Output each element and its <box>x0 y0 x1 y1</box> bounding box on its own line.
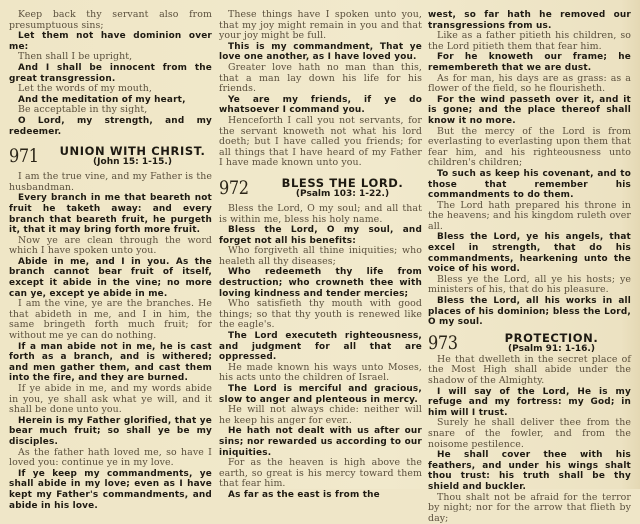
verse: As the father hath loved me, so have I loved you: continue ye in my love. <box>9 446 212 469</box>
verse: Let them not have dominion over me: <box>9 31 212 52</box>
verse: If a man abide not in me, he is cast forth as a branch, and is withered; and men gather them, and cast them into the fire, and they are burned. <box>9 341 212 384</box>
verse: I am the vine, ye are the branches. He that abideth in me, and I in him, the same bringeth forth much fruit; for without me ye can do nothing. <box>9 298 212 342</box>
verse: Thou shalt not be afraid for the terror by night; nor for the arrow that flieth by day; <box>428 491 631 524</box>
verse: If ye abide in me, and my words abide in you, ye shall ask what ye will, and it shall be done unto you. <box>9 383 212 416</box>
verse: But the mercy of the Lord is from everlasting to everlasting upon them that fear him, and his righteousness unto children's children; <box>428 125 631 169</box>
verse: He shall cover thee with his feathers, and under his wings shalt thou trust: his truth shall be thy shield and buckler. <box>428 450 631 492</box>
verse: Every branch in me that beareth not fruit he taketh away: and every branch that beareth fruit, he purgeth it, that it may bring forth more fruit. <box>9 193 212 236</box>
column-3-continued-verses <box>428 10 631 328</box>
verse: Herein is my Father glorified, that ye bear much fruit; so shall ye be my disciples. <box>9 415 212 447</box>
column-3 <box>428 10 631 524</box>
reading-number: 971 <box>9 145 39 168</box>
verse: I am the true vine, and my Father is the husbandman. <box>9 171 212 193</box>
verse: To such as keep his covenant, and to those that remember his commandments to do them. <box>428 168 631 201</box>
verse: west, so far hath he removed our transgressions from us. <box>428 10 631 31</box>
verse: Ye are my friends, if ye do whatsoever I command you. <box>219 94 422 116</box>
verse: He made known his ways unto Moses, his acts unto the children of Israel. <box>219 361 422 384</box>
reading-number: 972 <box>219 176 249 199</box>
scripture-reference: (Psalm 103: 1-22.) <box>295 188 390 199</box>
verse: He that dwelleth in the secret place of the Most High shall abide under the shadow of the Almighty. <box>428 353 631 386</box>
verse: O Lord, my strength, and my redeemer. <box>9 115 212 137</box>
verse: Let the words of my mouth, <box>18 83 153 95</box>
verse: The Lord hath prepared his throne in the heavens; and his kingdom ruleth over all. <box>428 199 631 232</box>
reading-971-verses <box>9 172 212 511</box>
reading-973-verses <box>428 355 631 524</box>
scripture-reference: (Psalm 91: 1-16.) <box>508 343 595 354</box>
verse: Henceforth I call you not servants, for the servant knoweth not what his lord doeth; but I have called you friends; for all things that I have heard of my Father I have made known unto you. <box>219 114 422 169</box>
reading-number: 973 <box>428 331 458 354</box>
verse: For as the heaven is high above the earth, so great is his mercy toward them that fear him. <box>219 457 422 490</box>
verse: As far as the east is from the <box>228 489 380 500</box>
verse: These things have I spoken unto you, that my joy might remain in you and that your joy might be full. <box>219 9 422 42</box>
verse: Bless the Lord, O my soul, and forget not all his benefits: <box>219 225 422 246</box>
verse: Bless ye the Lord, all ye his hosts; ye ministers of his, that do his pleasure. <box>428 273 631 296</box>
verse: And the meditation of my heart, <box>18 94 186 105</box>
verse: Now ye are clean through the word which I have spoken unto you. <box>9 234 212 257</box>
reading-heading-973 <box>428 332 631 354</box>
column-2 <box>219 10 422 501</box>
verse: Who satisfieth thy mouth with good things; so that thy youth is renewed like the eagle's. <box>219 298 422 331</box>
verse: Who redeemeth thy life from destruction; who crowneth thee with loving kindness and tender mercies; <box>219 267 422 299</box>
verse: And I shall be innocent from the great transgression. <box>9 62 212 84</box>
verse: Like as a father pitieth his children, so the Lord pitieth them that fear him. <box>428 30 631 52</box>
verse: This is my commandment, That ye love one another, as I have loved you. <box>219 41 422 63</box>
verse: Bless the Lord, all his works in all places of his dominion; bless the Lord, O my soul. <box>428 296 631 328</box>
verse: Surely he shall deliver thee from the snare of the fowler, and from the noisome pestilence. <box>428 417 631 450</box>
reading-heading-971 <box>9 145 212 167</box>
verse: For he knoweth our frame; he remembereth that we are dust. <box>428 52 631 73</box>
reading-heading-972 <box>219 177 422 199</box>
verse: Abide in me, and I in you. As the branch cannot bear fruit of itself, except it abide in the vine; no more can ye, except ye abide in me. <box>9 256 212 299</box>
verse: Greater love hath no man than this, that a man lay down his life for his friends. <box>219 61 422 95</box>
reading-972-verses <box>219 204 422 501</box>
verse: As for man, his days are as grass: as a flower of the field, so he flourisheth. <box>428 72 631 95</box>
verse: Be acceptable in thy sight, <box>18 104 148 116</box>
reading-title: UNION WITH CHRIST. <box>59 144 206 159</box>
column-1-continued-verses <box>9 10 212 137</box>
verse: Then shall I be upright, <box>18 51 133 63</box>
verse: He hath not dealt with us after our sins; nor rewarded us according to our iniquities. <box>219 426 422 458</box>
verse: Bless the Lord, ye his angels, that excel in strength, that do his commandments, hearkening unto the voice of his word. <box>428 232 631 275</box>
scripture-reference: (John 15: 1-15.) <box>93 157 172 168</box>
column-2-continued-verses <box>219 10 422 169</box>
reading-title: PROTECTION. <box>504 330 599 345</box>
verse: He will not always chide: neither will he keep his anger for ever.. <box>219 404 422 426</box>
verse: I will say of the Lord, He is my refuge and my fortress: my God; in him will I trust. <box>428 386 631 418</box>
verse: Keep back thy servant also from presumptuous sins; <box>9 9 212 31</box>
reading-title: BLESS THE LORD. <box>281 175 404 190</box>
verse: Bless the Lord, O my soul; and all that is within me, bless his holy name. <box>219 202 422 225</box>
column-1 <box>9 10 212 511</box>
verse: For the wind passeth over it, and it is gone; and the place thereof shall know it no more. <box>428 94 631 126</box>
verse: The Lord is merciful and gracious, slow to anger and plenteous in mercy. <box>219 384 422 405</box>
verse: The Lord executeth righteousness, and judgment for all that are oppressed. <box>219 331 422 363</box>
verse: Who forgiveth all thine iniquities; who healeth all thy diseases; <box>219 245 422 267</box>
verse: If ye keep my commandments, ye shall abide in my love; even as I have kept my Father's commandments, and abide in his love. <box>9 468 212 511</box>
